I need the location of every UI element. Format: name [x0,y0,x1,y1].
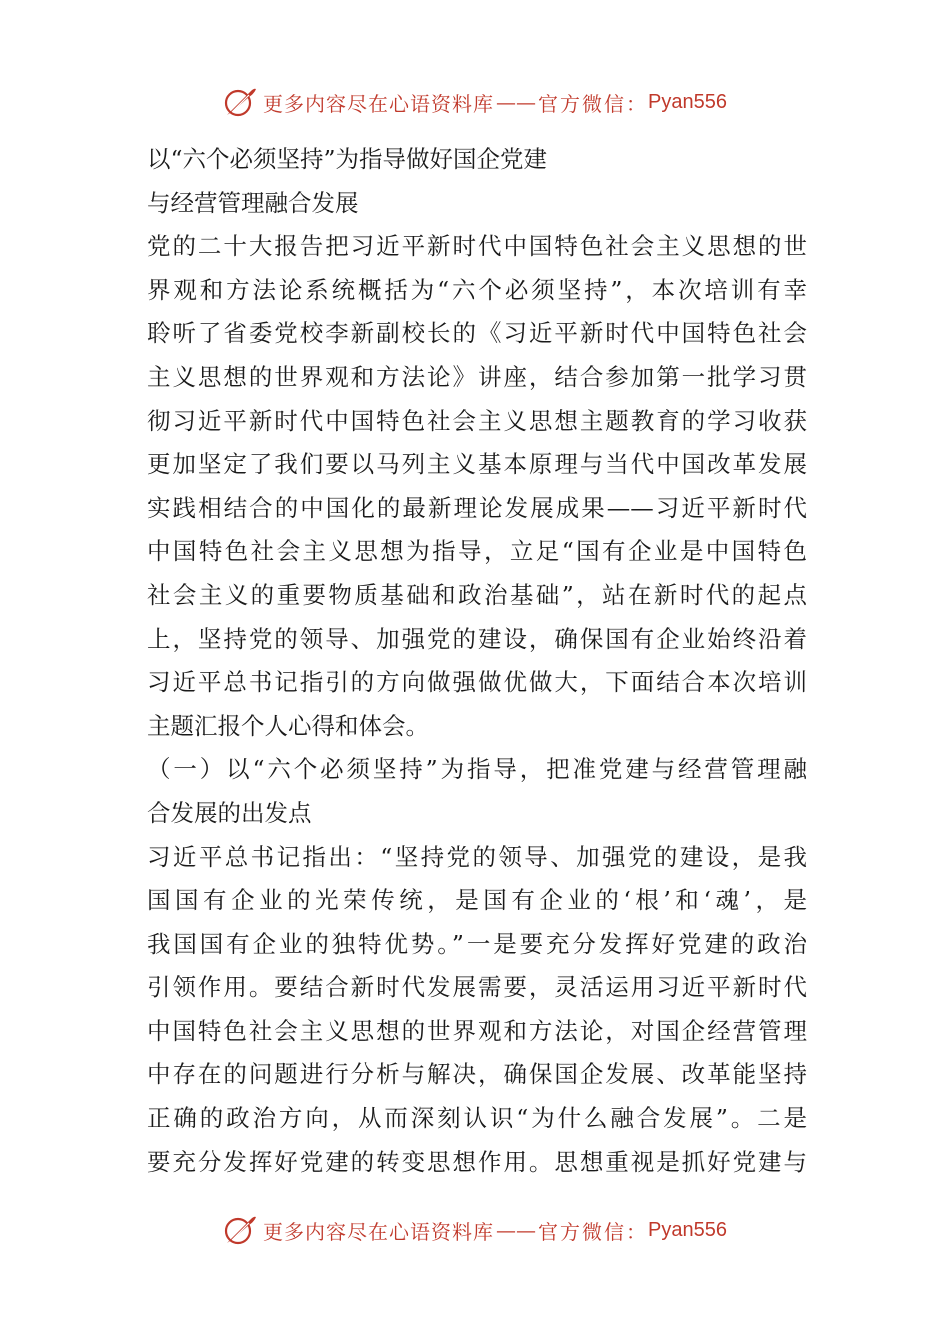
paragraph-line: 聆听了省委党校李新副校长的《习近平新时代中国特色社会 [147,319,807,348]
paragraph-line: 中国特色社会主义思想的世界观和方法论，对国企经营管理 [147,1016,807,1045]
paragraph-line: 主题汇报个人心得和体会。 [147,711,429,740]
paragraph-line: 实践相结合的中国化的最新理论发展成果——习近平新时代 [147,493,807,522]
title-line: 与经营管理融合发展 [147,188,359,217]
watermark-separator: —— [496,1218,537,1242]
paragraph-section1 [147,836,807,1185]
paragraph-line: 习近平总书记指出：“坚持党的领导、加强党的建设，是我 [147,842,807,871]
paragraph-line: 上，坚持党的领导、加强党的建设，确保国有企业始终沿着 [147,624,807,653]
paragraph-line: 正确的政治方向，从而深刻认识“为什么融合发展”。二是 [147,1104,807,1133]
watermark-wechat-label: 官方微信： [538,91,649,116]
document-body [147,138,807,1184]
quill-logo-icon [223,85,257,119]
paragraph-line: 彻习近平新时代中国特色社会主义思想主题教育的学习收获 [147,406,807,435]
section-heading [147,748,807,835]
watermark-footer [0,1208,950,1252]
watermark-separator: —— [496,90,537,114]
paragraph-line: 我国国有企业的独特优势。”一是要充分发挥好党建的政治 [147,929,807,958]
heading-line: （一）以“六个必须坚持”为指导，把准党建与经营管理融 [147,755,807,784]
watermark-wechat-id: Pyan556 [648,1218,727,1241]
paragraph-line: 界观和方法论系统概括为“六个必须坚持”，本次培训有幸 [147,275,807,304]
paragraph-line: 党的二十大报告把习近平新时代中国特色社会主义思想的世 [147,232,807,261]
heading-line: 合发展的出发点 [147,798,312,827]
watermark-slogan: 更多内容尽在心语资料库 [263,1219,495,1244]
document-title [147,138,807,225]
watermark-header [0,80,950,124]
watermark-slogan: 更多内容尽在心语资料库 [263,91,495,116]
watermark-wechat-label: 官方微信： [538,1219,649,1244]
paragraph-line: 主义思想的世界观和方法论》讲座，结合参加第一批学习贯 [147,362,807,391]
paragraph-line: 中存在的问题进行分析与解决，确保国企发展、改革能坚持 [147,1060,807,1089]
watermark-wechat-id: Pyan556 [648,90,727,113]
paragraph-line: 习近平总书记指引的方向做强做优做大，下面结合本次培训 [147,668,807,697]
paragraph-line: 社会主义的重要物质基础和政治基础”，站在新时代的起点 [147,580,807,609]
quill-logo-icon [223,1213,257,1247]
paragraph-intro [147,225,807,748]
title-line: 以“六个必须坚持”为指导做好国企党建 [147,145,548,173]
paragraph-line: 引领作用。要结合新时代发展需要，灵活运用习近平新时代 [147,973,807,1002]
paragraph-line: 国国有企业的光荣传统，是国有企业的‘根’和‘魂’，是 [147,886,807,915]
paragraph-line: 要充分发挥好党建的转变思想作用。思想重视是抓好党建与 [147,1147,807,1176]
paragraph-line: 更加坚定了我们要以马列主义基本原理与当代中国改革发展 [147,450,807,479]
paragraph-line: 中国特色社会主义思想为指导，立足“国有企业是中国特色 [147,537,807,566]
